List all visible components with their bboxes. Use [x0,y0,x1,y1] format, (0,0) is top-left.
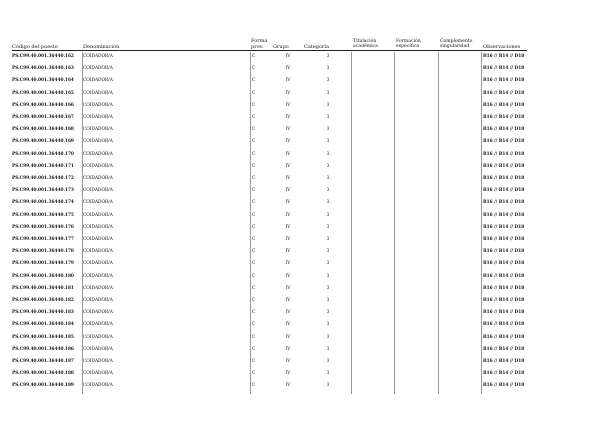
cell-forma-prov: C [252,151,256,157]
header-observaciones: Observaciones [483,44,521,50]
header-titulacion-line2: académica [353,44,378,50]
cell-categoria: 3 [326,383,330,389]
cell-forma-prov: C [252,127,256,133]
cell-categoria: 3 [326,139,330,145]
header-categoria: Categoría [304,44,329,50]
cell-grupo: IV [285,261,291,267]
cell-observaciones: B16 // B14 // D18 [483,346,525,352]
header-formacion [396,34,421,50]
cell-categoria: 3 [326,285,330,291]
cell-forma-prov: C [252,249,256,255]
cell-grupo: IV [285,224,291,230]
table-row [0,149,615,161]
cell-forma-prov: C [252,102,256,108]
cell-grupo: IV [285,78,291,84]
cell-codigo: PS.C99.40.001.36440.186 [12,346,74,352]
cell-codigo: PS.C99.40.001.36440.172 [12,176,74,181]
cell-grupo: IV [285,212,291,218]
cell-codigo: PS.C99.40.001.36440.189 [12,383,74,389]
cell-codigo: PS.C99.40.001.36440.178 [12,249,74,255]
cell-observaciones: B16 // B14 // D18 [483,310,525,316]
cell-grupo: IV [285,322,291,328]
cell-forma-prov: C [252,66,256,72]
table-row [0,222,615,234]
cell-denominacion: COIDADOR/A [83,224,113,230]
table-row [0,161,615,173]
table-row [0,112,615,124]
cell-forma-prov: C [252,346,256,352]
cell-codigo: PS.C99.40.001.36440.180 [12,273,74,279]
cell-codigo: PS.C99.40.001.36440.164 [12,78,74,84]
cell-grupo: IV [285,249,291,255]
cell-categoria: 3 [326,188,330,194]
cell-observaciones: B16 // B14 // D18 [483,176,525,181]
table-row [0,368,615,380]
cell-codigo: PS.C99.40.001.36440.188 [12,371,74,377]
cell-categoria: 3 [326,90,330,96]
header-titulacion [353,34,378,50]
cell-categoria: 3 [326,371,330,377]
header-codigo: Código del puesto [12,44,58,50]
table-row [0,332,615,344]
cell-observaciones: B16 // B14 // D18 [483,151,525,157]
cell-grupo: IV [285,66,291,72]
cell-denominacion: COIDADOR/A [83,115,113,120]
cell-codigo: PS.C99.40.001.36440.166 [12,102,74,108]
table-row [0,75,615,87]
cell-forma-prov: C [252,212,256,218]
cell-codigo: PS.C99.40.001.36440.165 [12,90,74,96]
header-forma-prov-line2: prov. [251,44,264,50]
cell-codigo: PS.C99.40.001.36440.162 [12,54,74,59]
cell-observaciones: B16 // B14 // D18 [483,90,525,96]
cell-grupo: IV [285,371,291,377]
cell-denominacion: COIDADOR/A [83,346,113,352]
cell-codigo: PS.C99.40.001.36440.182 [12,298,74,303]
cell-observaciones: B16 // B14 // D18 [483,66,525,72]
cell-grupo: IV [285,200,291,206]
table-row [0,185,615,197]
cell-denominacion: COIDADOR/A [83,66,113,72]
table-row [0,88,615,100]
cell-observaciones: B16 // B14 // D18 [483,261,525,267]
cell-codigo: PS.C99.40.001.36440.176 [12,224,74,230]
cell-categoria: 3 [326,212,330,218]
cell-grupo: IV [285,383,291,389]
cell-denominacion: COIDADOR/A [83,54,113,59]
table-row [0,380,615,392]
cell-grupo: IV [285,90,291,96]
cell-denominacion: COIDADOR/A [83,285,113,291]
header-forma-prov [251,34,267,50]
cell-observaciones: B16 // B14 // D18 [483,212,525,218]
table-row [0,51,615,63]
cell-observaciones: B16 // B14 // D18 [483,285,525,291]
cell-observaciones: B16 // B14 // D18 [483,54,525,59]
cell-grupo: IV [285,188,291,194]
cell-codigo: PS.C99.40.001.36440.173 [12,188,74,194]
cell-observaciones: B16 // B14 // D18 [483,163,525,169]
cell-denominacion: COIDADOR/A [83,383,113,389]
cell-categoria: 3 [326,127,330,133]
cell-observaciones: B16 // B14 // D18 [483,200,525,206]
cell-forma-prov: C [252,334,256,340]
cell-forma-prov: C [252,163,256,169]
cell-grupo: IV [285,127,291,133]
header-complemento-line1: Complemento [440,38,473,44]
cell-forma-prov: C [252,224,256,230]
cell-denominacion: COIDADOR/A [83,273,113,279]
table-row [0,234,615,246]
cell-grupo: IV [285,139,291,145]
cell-observaciones: B16 // B14 // D18 [483,139,525,145]
cell-codigo: PS.C99.40.001.36440.174 [12,200,74,206]
header-grupo: Grupo [273,44,289,50]
cell-observaciones: B16 // B14 // D18 [483,383,525,389]
cell-codigo: PS.C99.40.001.36440.168 [12,127,74,133]
cell-observaciones: B16 // B14 // D18 [483,115,525,120]
cell-categoria: 3 [326,176,330,181]
cell-grupo: IV [285,298,291,303]
table-row [0,100,615,112]
cell-denominacion: COIDADOR/A [83,139,113,145]
cell-denominacion: COIDADOR/A [83,127,113,133]
cell-categoria: 3 [326,163,330,169]
cell-grupo: IV [285,54,291,59]
cell-grupo: IV [285,151,291,157]
cell-categoria: 3 [326,359,330,364]
cell-denominacion: COIDADOR/A [83,249,113,255]
cell-observaciones: B16 // B14 // D18 [483,188,525,194]
table-row [0,136,615,148]
table-row [0,210,615,222]
cell-codigo: PS.C99.40.001.36440.163 [12,66,74,72]
cell-forma-prov: C [252,371,256,377]
cell-denominacion: COIDADOR/A [83,151,113,157]
cell-categoria: 3 [326,224,330,230]
cell-observaciones: B16 // B14 // D18 [483,298,525,303]
cell-codigo: PS.C99.40.001.36440.187 [12,359,74,364]
cell-categoria: 3 [326,102,330,108]
cell-codigo: PS.C99.40.001.36440.185 [12,334,74,340]
table-row [0,283,615,295]
cell-categoria: 3 [326,66,330,72]
cell-observaciones: B16 // B14 // D18 [483,78,525,84]
header-formacion-line2: específica [396,44,420,50]
cell-grupo: IV [285,237,291,242]
cell-grupo: IV [285,176,291,181]
cell-codigo: PS.C99.40.001.36440.175 [12,212,74,218]
cell-observaciones: B16 // B14 // D18 [483,249,525,255]
table-row [0,307,615,319]
table-row [0,124,615,136]
cell-forma-prov: C [252,115,256,120]
cell-codigo: PS.C99.40.001.36440.177 [12,237,74,242]
cell-categoria: 3 [326,237,330,242]
table-row [0,173,615,185]
cell-grupo: IV [285,359,291,364]
cell-categoria: 3 [326,298,330,303]
table-row [0,319,615,331]
cell-categoria: 3 [326,151,330,157]
cell-forma-prov: C [252,310,256,316]
cell-categoria: 3 [326,273,330,279]
cell-forma-prov: C [252,237,256,242]
cell-denominacion: COIDADOR/A [83,200,113,206]
cell-categoria: 3 [326,200,330,206]
cell-denominacion: COIDADOR/A [83,188,113,194]
cell-forma-prov: C [252,78,256,84]
cell-observaciones: B16 // B14 // D18 [483,127,525,133]
cell-forma-prov: C [252,176,256,181]
cell-denominacion: COIDADOR/A [83,310,113,316]
cell-denominacion: COIDADOR/A [83,298,113,303]
cell-grupo: IV [285,346,291,352]
cell-denominacion: COIDADOR/A [83,90,113,96]
cell-grupo: IV [285,273,291,279]
cell-grupo: IV [285,102,291,108]
cell-grupo: IV [285,310,291,316]
cell-codigo: PS.C99.40.001.36440.171 [12,163,74,169]
cell-forma-prov: C [252,90,256,96]
header-complemento [440,34,472,50]
cell-codigo: PS.C99.40.001.36440.170 [12,151,74,157]
cell-denominacion: COIDADOR/A [83,322,113,328]
table-row [0,246,615,258]
cell-grupo: IV [285,115,291,120]
table-row [0,344,615,356]
header-denominacion: Denominación [83,44,120,50]
cell-denominacion: COIDADOR/A [83,237,113,242]
header-forma-prov-line1: Forma [251,38,268,44]
cell-forma-prov: C [252,285,256,291]
cell-categoria: 3 [326,334,330,340]
header-titulacion-line1: Titulación [353,38,377,44]
cell-observaciones: B16 // B14 // D18 [483,224,525,230]
cell-observaciones: B16 // B14 // D18 [483,334,525,340]
cell-denominacion: COIDADOR/A [83,334,113,340]
cell-categoria: 3 [326,54,330,59]
header-formacion-line1: Formación [396,38,421,44]
cell-codigo: PS.C99.40.001.36440.179 [12,261,74,267]
table-row [0,63,615,75]
cell-codigo: PS.C99.40.001.36440.167 [12,115,74,120]
cell-codigo: PS.C99.40.001.36440.181 [12,285,74,291]
cell-observaciones: B16 // B14 // D18 [483,102,525,108]
cell-forma-prov: C [252,139,256,145]
cell-codigo: PS.C99.40.001.36440.184 [12,322,74,328]
cell-forma-prov: C [252,298,256,303]
table-row [0,356,615,368]
cell-denominacion: COIDADOR/A [83,78,113,84]
cell-denominacion: COIDADOR/A [83,176,113,181]
cell-denominacion: COIDADOR/A [83,102,113,108]
cell-forma-prov: C [252,322,256,328]
cell-grupo: IV [285,334,291,340]
cell-categoria: 3 [326,322,330,328]
table-row [0,295,615,307]
cell-categoria: 3 [326,78,330,84]
cell-grupo: IV [285,285,291,291]
cell-forma-prov: C [252,261,256,267]
cell-observaciones: B16 // B14 // D18 [483,371,525,377]
cell-forma-prov: C [252,200,256,206]
cell-categoria: 3 [326,115,330,120]
cell-categoria: 3 [326,346,330,352]
cell-forma-prov: C [252,188,256,194]
cell-codigo: PS.C99.40.001.36440.169 [12,139,74,145]
cell-observaciones: B16 // B14 // D18 [483,273,525,279]
table-row [0,271,615,283]
header-complemento-line2: singularidad [440,44,470,50]
cell-denominacion: COIDADOR/A [83,212,113,218]
cell-forma-prov: C [252,273,256,279]
cell-forma-prov: C [252,383,256,389]
table-row [0,197,615,209]
cell-observaciones: B16 // B14 // D18 [483,322,525,328]
cell-denominacion: COIDADOR/A [83,359,113,364]
cell-forma-prov: C [252,54,256,59]
cell-observaciones: B16 // B14 // D18 [483,359,525,364]
cell-categoria: 3 [326,310,330,316]
cell-denominacion: COIDADOR/A [83,371,113,377]
cell-categoria: 3 [326,261,330,267]
cell-grupo: IV [285,163,291,169]
cell-denominacion: COIDADOR/A [83,261,113,267]
cell-observaciones: B16 // B14 // D18 [483,237,525,242]
table-row [0,258,615,270]
cell-forma-prov: C [252,359,256,364]
cell-denominacion: COIDADOR/A [83,163,113,169]
cell-categoria: 3 [326,249,330,255]
cell-codigo: PS.C99.40.001.36440.183 [12,310,74,316]
